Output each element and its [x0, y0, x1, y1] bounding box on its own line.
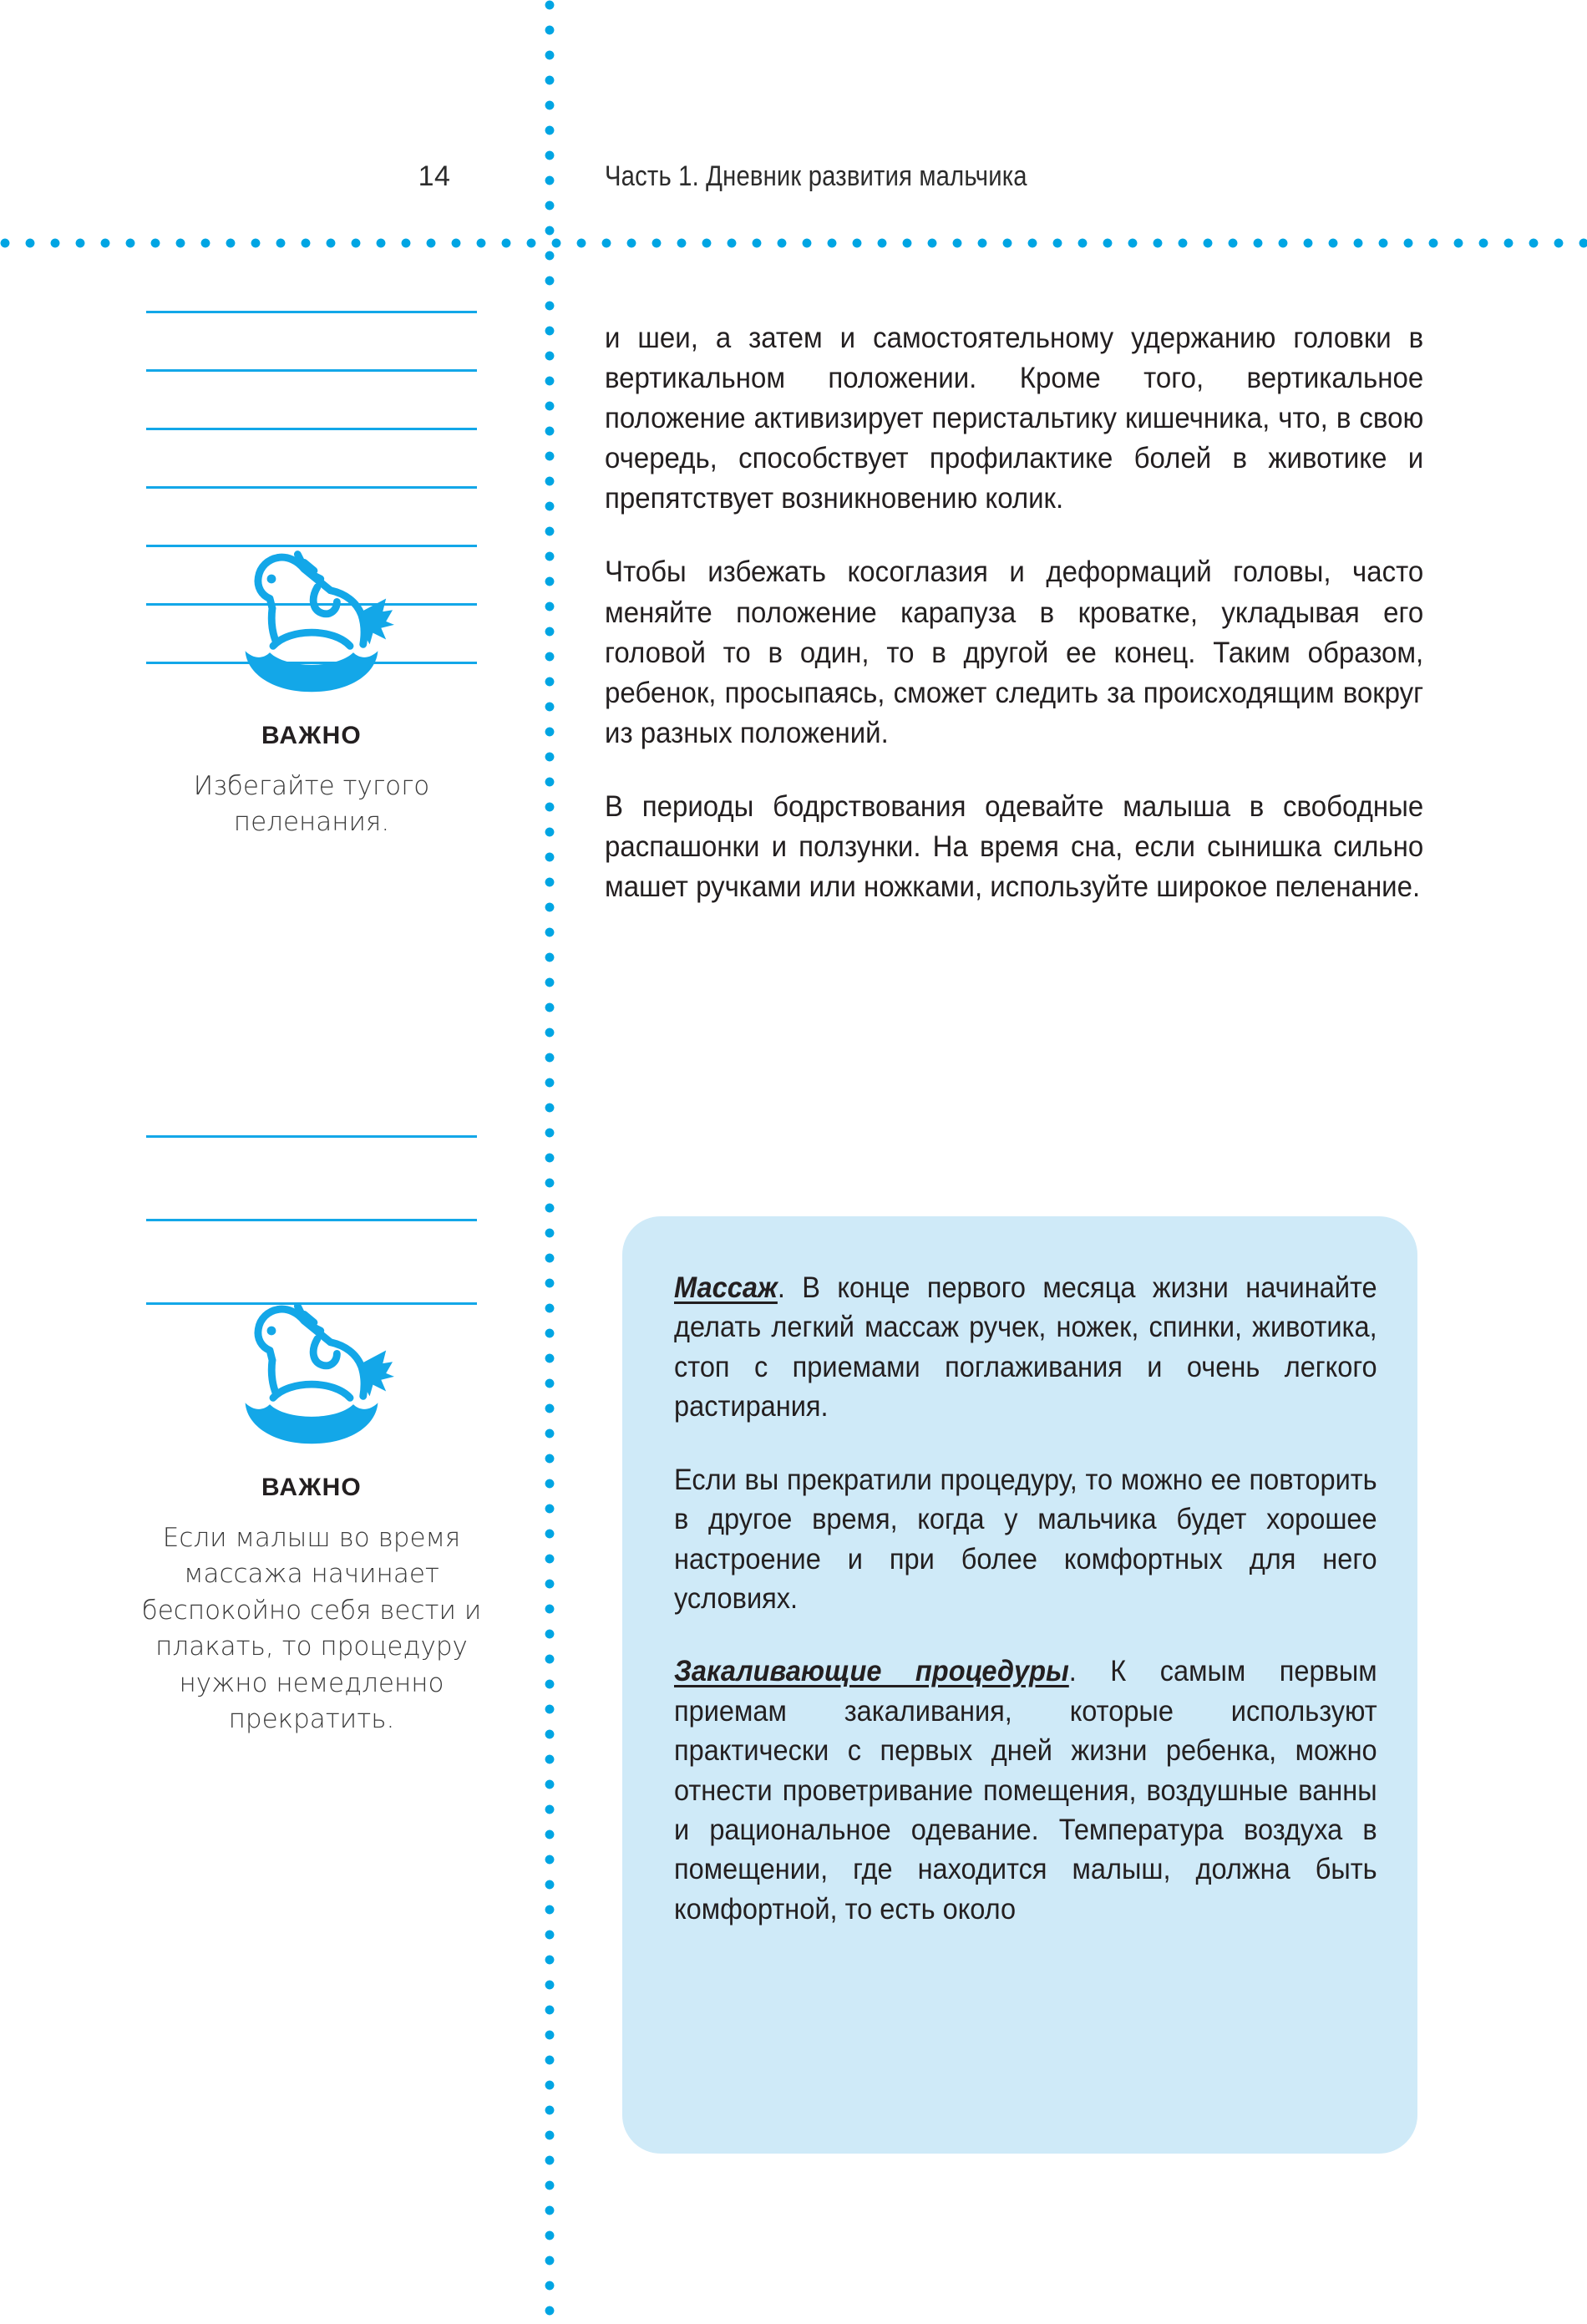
ruled-write-line	[146, 486, 477, 489]
callout-paragraph: Если вы прекратили процедуру, то можно ее повторить в другое время, когда у мальчика будет хорошее настроение и при более комфортных для него условиях.	[674, 1463, 1377, 1615]
page-header	[0, 160, 1587, 207]
sidebar-note-body: Избегайте тугого пеленания.	[193, 771, 430, 838]
callout-paragraph: Массаж. В конце первого месяца жизни начинайте делать легкий массаж ручек, ножек, спинки, животика, стоп с приемами поглаживания и очень легкого растирания.	[674, 1271, 1377, 1423]
ruled-write-line	[146, 1135, 477, 1138]
sidebar-note	[107, 1288, 516, 1738]
sidebar-note-body: Если малыш во время массажа начинает беспокойно себя вести и плакать, то процедуру нужно немедленно прекратить.	[141, 1523, 482, 1734]
callout-paragraph: Закаливающие процедуры. К самым первым приемам закаливания, которые используют практически с первых дней жизни ребенка, можно отнести проветривание помещения, воздушные ванны и рациональное одевание. Температура воздуха в помещении, где находится малыш, должна быть комфортной, то есть около	[674, 1655, 1377, 1926]
ruled-write-line	[146, 369, 477, 372]
page-number: 14	[418, 160, 451, 192]
rocking-horse-icon	[226, 536, 398, 700]
callout-box	[622, 1216, 1417, 2154]
ruled-write-line	[146, 1219, 477, 1221]
left-sidebar	[0, 248, 545, 2324]
body-paragraph: и шеи, а затем и самостоятельному удержанию головки в вертикальном положении. Кроме того, вертикальное положение активизирует перистальтику кишечника, что, в свою очередь, способствует профилактике болей в животике и препятствует возникновению колик.	[605, 321, 1424, 515]
running-head: Часть 1. Дневник развития мальчика	[605, 160, 1027, 192]
callout-lead-term: Закаливающие процедуры	[674, 1655, 1069, 1688]
body-paragraph: В периоды бодрствования одевайте малыша в свободные распашонки и ползунки. На время сна, если сынишка сильно машет ручками или ножками, используйте широкое пеленание.	[605, 789, 1424, 904]
sidebar-note-title: ВАЖНО	[261, 722, 362, 749]
horizontal-dotted-divider	[0, 238, 1587, 248]
body-paragraph: Чтобы избежать косоглазия и деформаций головы, часто меняйте положение карапуза в кроватке, укладывая его головой то в один, то в другой ее конец. Таким образом, ребенок, просыпаясь, сможет следить за происходящим вокруг из разных положений.	[605, 555, 1424, 749]
callout-lead-term: Массаж	[674, 1271, 778, 1304]
ruled-write-line	[146, 428, 477, 430]
callout-content	[674, 1268, 1377, 1929]
vertical-dotted-divider	[545, 0, 555, 2324]
sidebar-note-title: ВАЖНО	[261, 1474, 362, 1501]
ruled-write-line	[146, 311, 477, 313]
main-text-column	[605, 317, 1423, 906]
rocking-horse-icon	[226, 1288, 398, 1452]
sidebar-note	[107, 536, 516, 841]
